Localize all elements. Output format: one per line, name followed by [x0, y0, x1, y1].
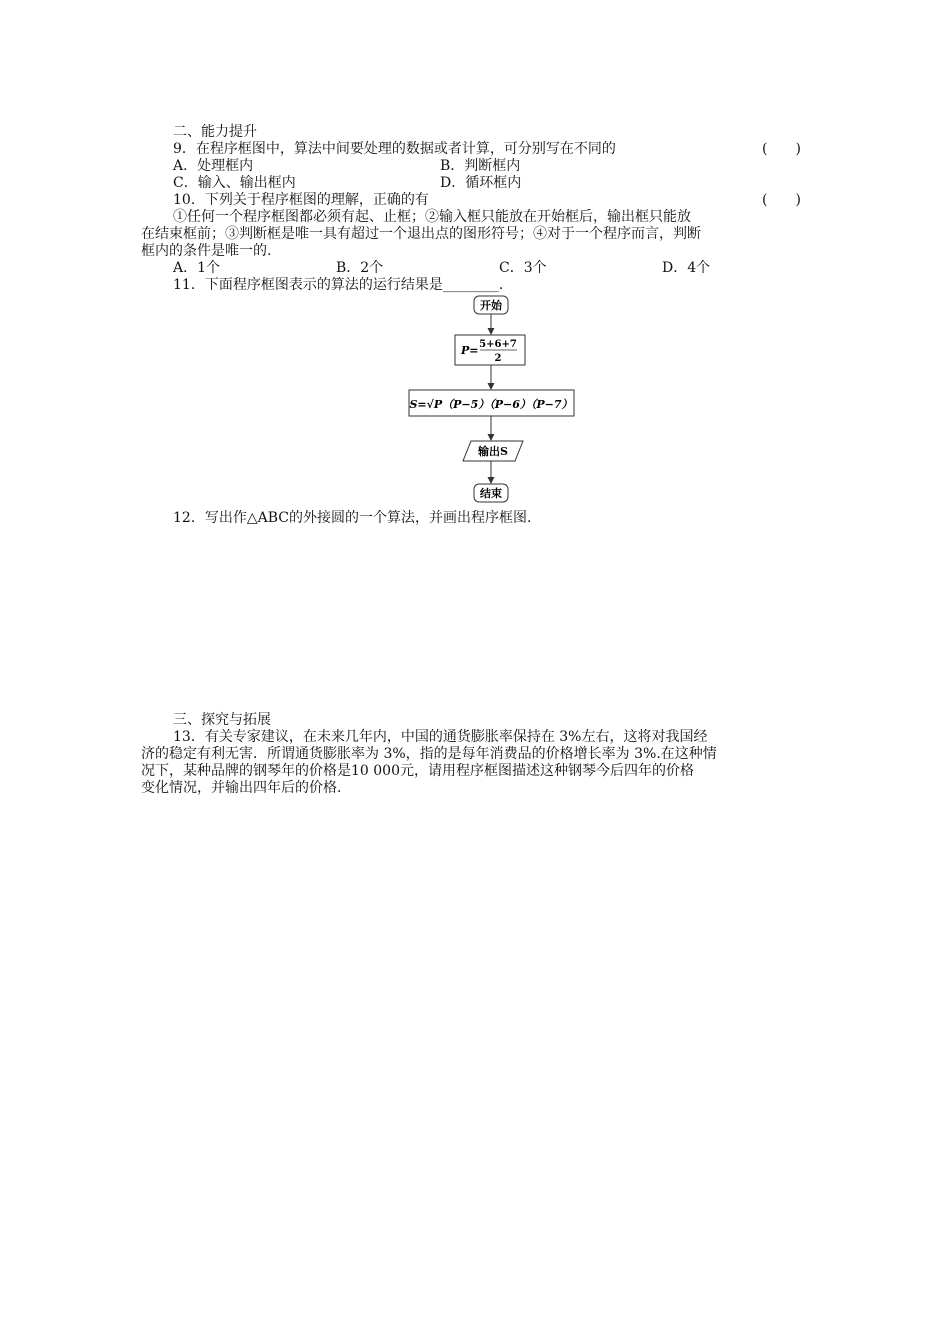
question-9-option-d: D．循环框内 — [440, 175, 522, 191]
s-formula: S=√P（P−5）（P−6）（P−7） — [409, 398, 573, 411]
question-10-line-1: ①任何一个程序框图都必须有起、止框；②输入框只能放在开始框后，输出框只能放 — [173, 209, 691, 225]
question-10-line-2: 在结束框前；③判断框是唯一具有超过一个退出点的图形符号；④对于一个程序而言，判断 — [141, 226, 701, 242]
question-9-option-a: A．处理框内 — [173, 158, 254, 174]
question-10-answer-paren: ( ) — [762, 192, 801, 208]
question-13-line-4: 变化情况，并输出四年后的价格. — [141, 780, 342, 796]
p-lhs: P= — [461, 344, 479, 357]
question-11-stem: 11．下面程序框图表示的算法的运行结果是________. — [173, 277, 504, 293]
question-10-option-c: C．3个 — [499, 260, 547, 276]
question-9-option-c: C．输入、输出框内 — [173, 175, 296, 191]
question-10-line-3: 框内的条件是唯一的. — [141, 243, 272, 259]
question-13-line-3: 况下，某种品牌的钢琴年的价格是10 000元，请用程序框图描述这种钢琴今后四年的价格 — [141, 763, 694, 779]
section-heading: 二、能力提升 — [173, 124, 257, 140]
output-label: 输出S — [478, 445, 508, 458]
question-13-line-2: 济的稳定有利无害．所谓通货膨胀率为 3%，指的是每年消费品的价格增长率为 3%.在这种情 — [141, 746, 717, 762]
flowchart — [400, 292, 590, 506]
section-heading: 三、探究与拓展 — [173, 712, 271, 728]
question-13-line-1: 13．有关专家建议，在未来几年内，中国的通货膨胀率保持在 3%左右，这将对我国经 — [173, 729, 708, 745]
question-9-option-b: B．判断框内 — [440, 158, 521, 174]
p-denominator: 2 — [494, 353, 502, 364]
question-10-option-a: A．1个 — [173, 260, 221, 276]
question-9-stem: 9．在程序框图中，算法中间要处理的数据或者计算，可分别写在不同的 — [173, 141, 616, 157]
question-10-stem: 10．下列关于程序框图的理解，正确的有 — [173, 192, 429, 208]
start-label: 开始 — [480, 299, 502, 312]
p-numerator: 5+6+7 — [479, 339, 517, 350]
question-9-answer-paren: ( ) — [762, 141, 801, 157]
end-label: 结束 — [480, 487, 502, 500]
question-10-option-d: D．4个 — [662, 260, 711, 276]
question-12-stem: 12．写出作△ABC的外接圆的一个算法，并画出程序框图. — [173, 510, 532, 526]
question-10-option-b: B．2个 — [336, 260, 384, 276]
